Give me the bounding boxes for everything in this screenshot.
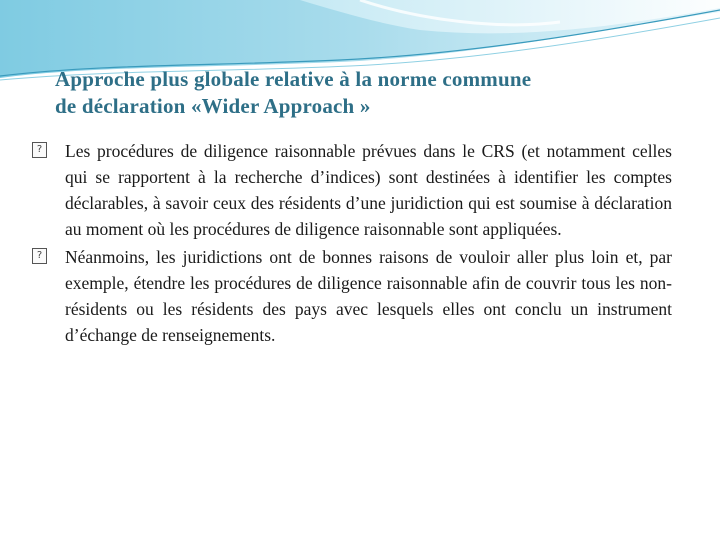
slide-title-line-2: de déclaration «Wider Approach » [55, 94, 371, 118]
bullet-text: Les procédures de diligence raisonnable prévues dans le CRS (et notamment celles qui se rapportent à la recherche d’indices) sont destinées à identifier les comptes déclarables, à savoir ceux des résidents d’une juridiction qui est soumise à déclaration au moment où les procédures de diligence raisonnable sont appliquées. [65, 141, 672, 239]
slide-body [32, 138, 672, 348]
missing-glyph-bullet-icon: ? [32, 142, 47, 158]
bullet-item [32, 138, 672, 242]
slide-title [55, 66, 695, 120]
slide-title-line-1: Approche plus globale relative à la norme commune [55, 67, 532, 91]
bullet-text: Néanmoins, les juridictions ont de bonnes raisons de vouloir aller plus loin et, par exemple, étendre les procédures de diligence raisonnable afin de couvrir tous les non-résidents ou les résidents des pays avec lesquels elles ont conclu un instrument d’échange de renseignements. [65, 247, 672, 345]
missing-glyph-bullet-icon: ? [32, 248, 47, 264]
bullet-item [32, 244, 672, 348]
